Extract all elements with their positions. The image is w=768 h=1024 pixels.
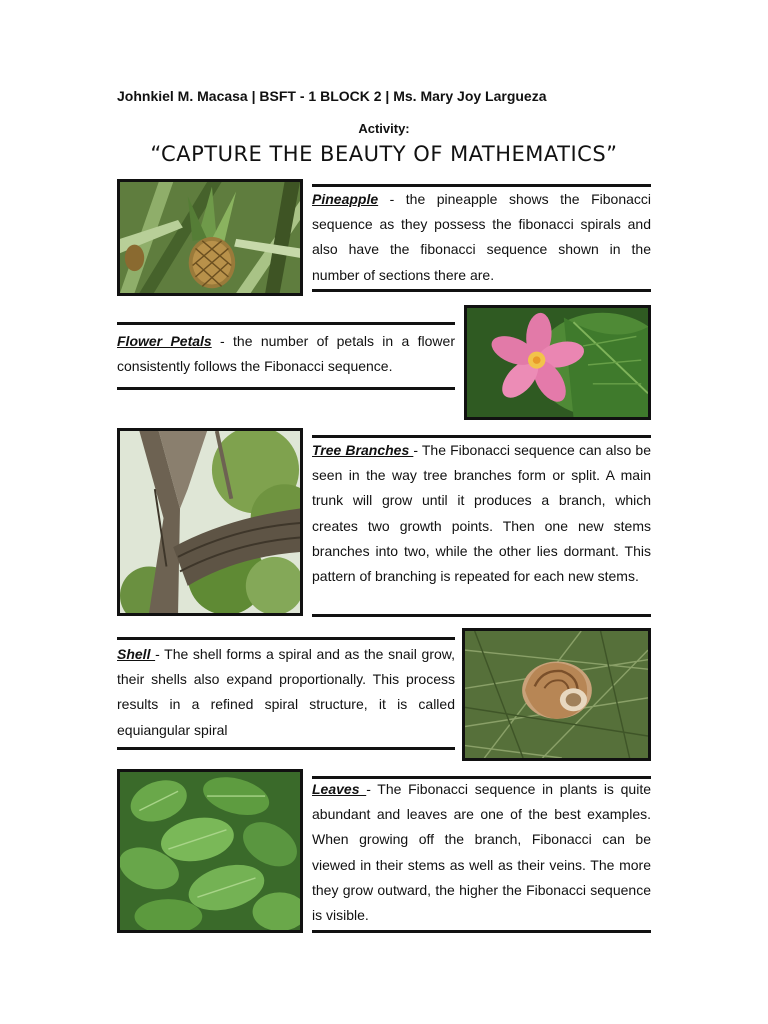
- section-rule-top: [117, 322, 455, 325]
- pineapple-photo: [117, 179, 303, 296]
- leaves-section: [312, 776, 651, 933]
- section-rule-bottom: [312, 614, 651, 617]
- section-description: - The Fibonacci sequence can also be seen in the way tree branches form or split. A main trunk will grow until it produces a branch, which creates two growth points. Then one new stems branches into two, while the other lies dormant. This pattern of branching is repeated for each new stems.: [312, 442, 651, 585]
- section-text: [312, 438, 651, 589]
- section-term: Pineapple: [312, 191, 379, 207]
- shell-section: [117, 637, 455, 750]
- section-text: [117, 642, 455, 743]
- pineapple-section: [312, 184, 651, 292]
- tree-photo: [117, 428, 303, 616]
- section-description: - The shell forms a spiral and as the snail grow, their shells also expand proportionally. This process results in a refined spiral structure, it is called equiangular spiral: [117, 646, 455, 738]
- section-term: Shell: [117, 646, 156, 662]
- section-rule-bottom: [117, 387, 455, 390]
- section-description: - the number of petals in a flower consistently follows the Fibonacci sequence.: [117, 333, 455, 375]
- section-text: [117, 329, 455, 379]
- section-rule-top: [117, 637, 455, 640]
- section-text: [312, 777, 651, 928]
- section-description: - the pineapple shows the Fibonacci sequence as they possess the fibonacci spirals and also have the fibonacci sequence shown in the number of sections there are.: [312, 191, 651, 283]
- flower-photo: [464, 305, 651, 420]
- page-title: “CAPTURE THE BEAUTY OF MATHEMATICS”: [150, 142, 618, 166]
- author-header: Johnkiel M. Macasa | BSFT - 1 BLOCK 2 | Ms. Mary Joy Largueza: [117, 88, 547, 104]
- shell-photo: [462, 628, 651, 761]
- activity-label: Activity:: [358, 121, 410, 136]
- section-rule-bottom: [312, 930, 651, 933]
- section-term: Tree Branches: [312, 442, 414, 458]
- section-description: - The Fibonacci sequence in plants is quite abundant and leaves are one of the best examples. When growing off the branch, Fibonacci can be viewed in their stems as well as their veins. The more they grow outward, the higher the Fibonacci sequence is visible.: [312, 781, 651, 924]
- section-text: [312, 187, 651, 288]
- tree-section: [312, 435, 651, 617]
- section-rule-bottom: [117, 747, 455, 750]
- section-rule-bottom: [312, 289, 651, 292]
- section-term: Leaves: [312, 781, 367, 797]
- section-term: Flower Petals: [117, 333, 212, 349]
- leaves-photo: [117, 769, 303, 933]
- flower-section: [117, 322, 455, 390]
